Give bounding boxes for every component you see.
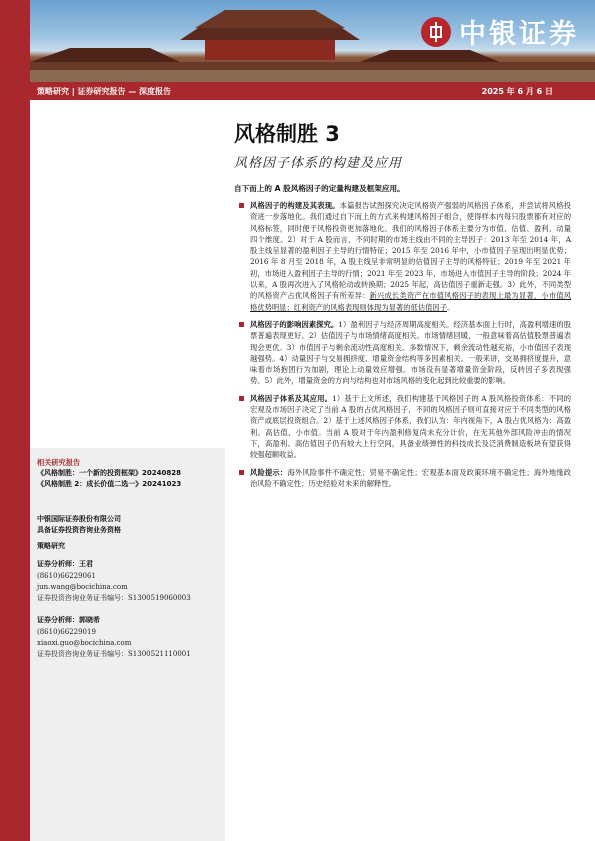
report-date: 2025 年 6 月 6 日 [481,87,553,96]
department-name: 策略研究 [37,542,65,550]
bullet-risk-warning [238,467,571,490]
related-reports-heading: 相关研究报告 [37,458,81,467]
bullet-text: 本篇报告试图探究决定风格资产强弱的风格因子体系，并尝试将风格投资进一步落地化。我们通过自下而上的方式来构建风格因子组合，使得样本内每只股票都有对应的风格标签，同时便于风格投资更加落地化。我们的风格因子体系主要分为市值、估值、盈利、动量四个维度。2）对于 A 股而言，不同时期的市场主线由不同的主导因子：2013 年至 2014 年，A 股主线呈显著的盈利因子主导的行情特征；2015 年至 2016 年中，小市值因子呈现出明显优势；2016 年 8 月至 2018 年，A 股主线呈非常明显的估值因子主导的风格特征；2019 年至 2021 年初，市场进入盈利因子主导的行情；2021 年至 2023 年，市场进入市值因子主导的阶段；2024 年以来，A 股再次进入了风格轮动或转换期；2025 年起，高估值因子重新走强。3）此外，不同类型的风格资产占优风格因子有所差异： [250,201,572,301]
related-report-item[interactable]: 《风格制胜 2：成长价值二选一》20241023 [37,480,182,488]
report-subtitle: 风格因子体系的构建及应用 [234,156,403,171]
report-body [238,200,571,495]
boc-coin-logo-icon [421,17,451,47]
bullet-lead: 风格因子的构建及其表现。 [250,201,340,210]
brand-name: 中银证券 [459,19,579,50]
left-accent-bar [0,0,30,841]
bullet-text: 1）盈利因子与经济周期高度相关。经济基本面上行时，高盈利增速的股票普遍表现更好。2）估值因子与市场情绪高度相关。市场情绪回暖，一般意味着高估值股票普遍表现会更优。3）市值因子与剩余流动性高度相关。多数情况下，剩余流动性越充裕，小市值因子表现越强势。4）动量因子与交易拥挤度、增量资金结构等多因素相关。一般来讲，交易拥挤度提升，意味着市场抱团行为加剧，理论上动量效应增强。市场没有显著增量资金阶段，反转因子多表现强势。5）此外，增量资金的方向与结构也对市场风格的变化起到比较重要的影响。 [250,319,572,386]
bullet-style-factor-application [238,393,571,461]
analyst-cert: 证券投资咨询业务证书编号：S1300521110001 [37,650,191,658]
bullet-text: 海外风险事件不确定性；贸易不确定性；宏观基本面及政策环境不确定性；海外地缘政治风险不确定性；历史经验对未来的解释性。 [250,467,572,488]
report-title: 风格制胜 3 [234,122,340,146]
company-name: 中银国际证券股份有限公司 [37,515,121,523]
report-intro: 自下而上的 A 股风格因子的定量构建及框架应用。 [234,184,405,193]
analyst-title: 证券分析师：王君 [37,560,93,568]
report-tags: 策略研究 | 证券研究报告 — 深度报告 [37,87,172,96]
bullet-lead: 风格因子的影响因素探究。 [250,319,339,329]
bullet-lead: 风格因子体系及其应用。 [250,393,333,403]
analyst-phone: (8610)66229061 [37,572,96,580]
analyst-title: 证券分析师：郭晓希 [37,616,100,624]
company-license: 具备证券投资咨询业务资格 [37,526,121,534]
bullet-underlined-text: 新兴成长类资产在市值风格因子的表现上最为显著，小市值风格优势明显；红利资产的风格表现则体现为显著的低估值因子 [250,291,572,312]
analyst-cert: 证券投资咨询业务证书编号：S1300519060003 [37,594,191,602]
bullet-text-end: 。 [447,302,455,312]
bullet-style-factor-construction [238,200,571,313]
info-sidebar [30,448,225,841]
analyst-phone: (8610)66229019 [37,628,96,636]
related-report-item[interactable]: 《风格制胜：一个新的投资框架》20240828 [37,469,181,477]
brand-logo [421,12,579,51]
analyst-email[interactable]: xiaoxi.guo@bocichina.com [37,639,132,647]
bullet-lead: 风险提示： [250,467,288,477]
analyst-email[interactable]: jun.wang@bocichina.com [37,583,128,591]
header-banner [30,0,595,82]
bullet-style-factor-drivers [238,319,571,387]
report-type-strip [30,82,595,100]
bullet-text: 1）基于上文所述，我们构建基于风格因子的 A 股风格投资体系：不同的宏观及市场因子决定了当前 A 股的占优风格因子，不同的风格因子则可直接对应于不同类型的风格资产或底层投资组合。2）基于上述风格因子体系，我们认为：年内视角下，A 股占优风格为：高盈利、高估值、小市值。当前 A 股对于年内盈利修复尚未充分计价，在无其他外部风险冲击的情况下，高盈利、高估值因子仍有较大上行空间，具备业绩弹性的科技成长及泛消费制造板块有望获得较强超额收益。 [250,393,571,460]
